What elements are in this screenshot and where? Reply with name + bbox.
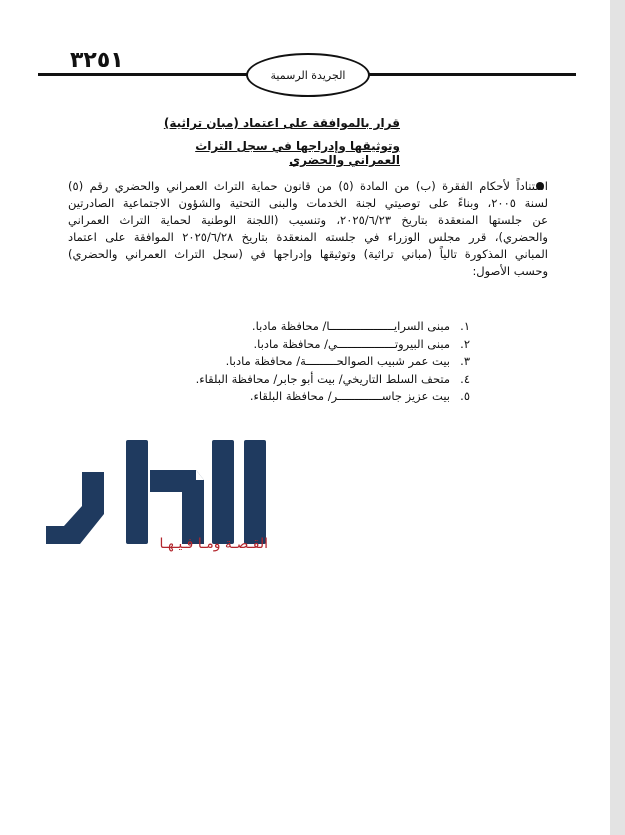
list-item-number: ٥. <box>460 389 470 403</box>
list-item-text: مبنى البيروتـــــــــــــــــي/ محافظة مادبا. <box>253 336 450 351</box>
list-item-number: ١. <box>460 319 470 333</box>
aldar-logo <box>46 432 268 550</box>
body-line: لسنة ٢٠٠٥، وبناءً على توصيتي لجنة الخدمات والبنى التحتية والشؤون الاجتماعية الصادرتين <box>68 196 548 210</box>
list-item <box>180 388 470 406</box>
list-item-text: مبنى السرايـــــــــــــــــــا/ محافظة مادبا. <box>251 319 450 333</box>
masthead-oval <box>246 53 370 97</box>
body-line: وحسب الأصول: <box>472 264 548 278</box>
body-line: المباني المذكورة تالياً (مباني تراثية) وتوثيقها وإدراجها في (سجل التراث العمراني والحضري) <box>68 247 548 261</box>
decision-title-line2: وتوثيقها وإدراجها في سجل التراث العمراني والحضري <box>195 139 400 167</box>
heritage-buildings-list <box>180 318 470 406</box>
list-item <box>180 371 470 389</box>
decision-title-line1: قرار بالموافقة على اعتماد (مبان تراثية) <box>163 116 400 130</box>
header-rule-right <box>365 73 576 76</box>
page-edge-shadow <box>610 0 625 835</box>
list-item <box>180 318 470 336</box>
header-rule-left <box>38 73 248 76</box>
list-item-number: ٤. <box>460 371 470 386</box>
body-line: استناداً لأحكام الفقرة (ب) من المادة (٥) من قانون حماية التراث العمراني والحضري رقم (٥) <box>68 179 548 193</box>
list-item-text: متحف السلط التاريخي/ بيت أبو جابر/ محافظة البلقاء. <box>195 371 450 386</box>
list-item-number: ٣. <box>460 354 470 368</box>
list-item-text: بيت عزيز جاســـــــــــــر/ محافظة البلقاء. <box>249 389 450 403</box>
body-line: عن جلستها المنعقدة بتاريخ ٢٠٢٥/٦/٢٣، وتنسيب (اللجنة الوطنية لحماية التراث العمراني <box>68 213 548 227</box>
page-number: ٣٢٥١ <box>70 48 124 73</box>
list-item-number: ٢. <box>460 336 470 351</box>
logo-tagline: القـصـة ومـا فـيـهـا <box>159 536 268 552</box>
list-item <box>180 353 470 371</box>
body-line: والحضري)، قرر مجلس الوزراء في جلسته المنعقدة بتاريخ ٢٠٢٥/٦/٢٨ الموافقة على اعتماد <box>68 230 548 244</box>
list-item-text: بيت عمر شبيب الصوالحـــــــــة/ محافظة مادبا. <box>225 354 450 368</box>
decision-body <box>68 178 548 280</box>
list-item <box>180 336 470 354</box>
aldar-wordmark <box>46 440 266 544</box>
publication-name: الجريدة الرسمية <box>270 68 346 82</box>
